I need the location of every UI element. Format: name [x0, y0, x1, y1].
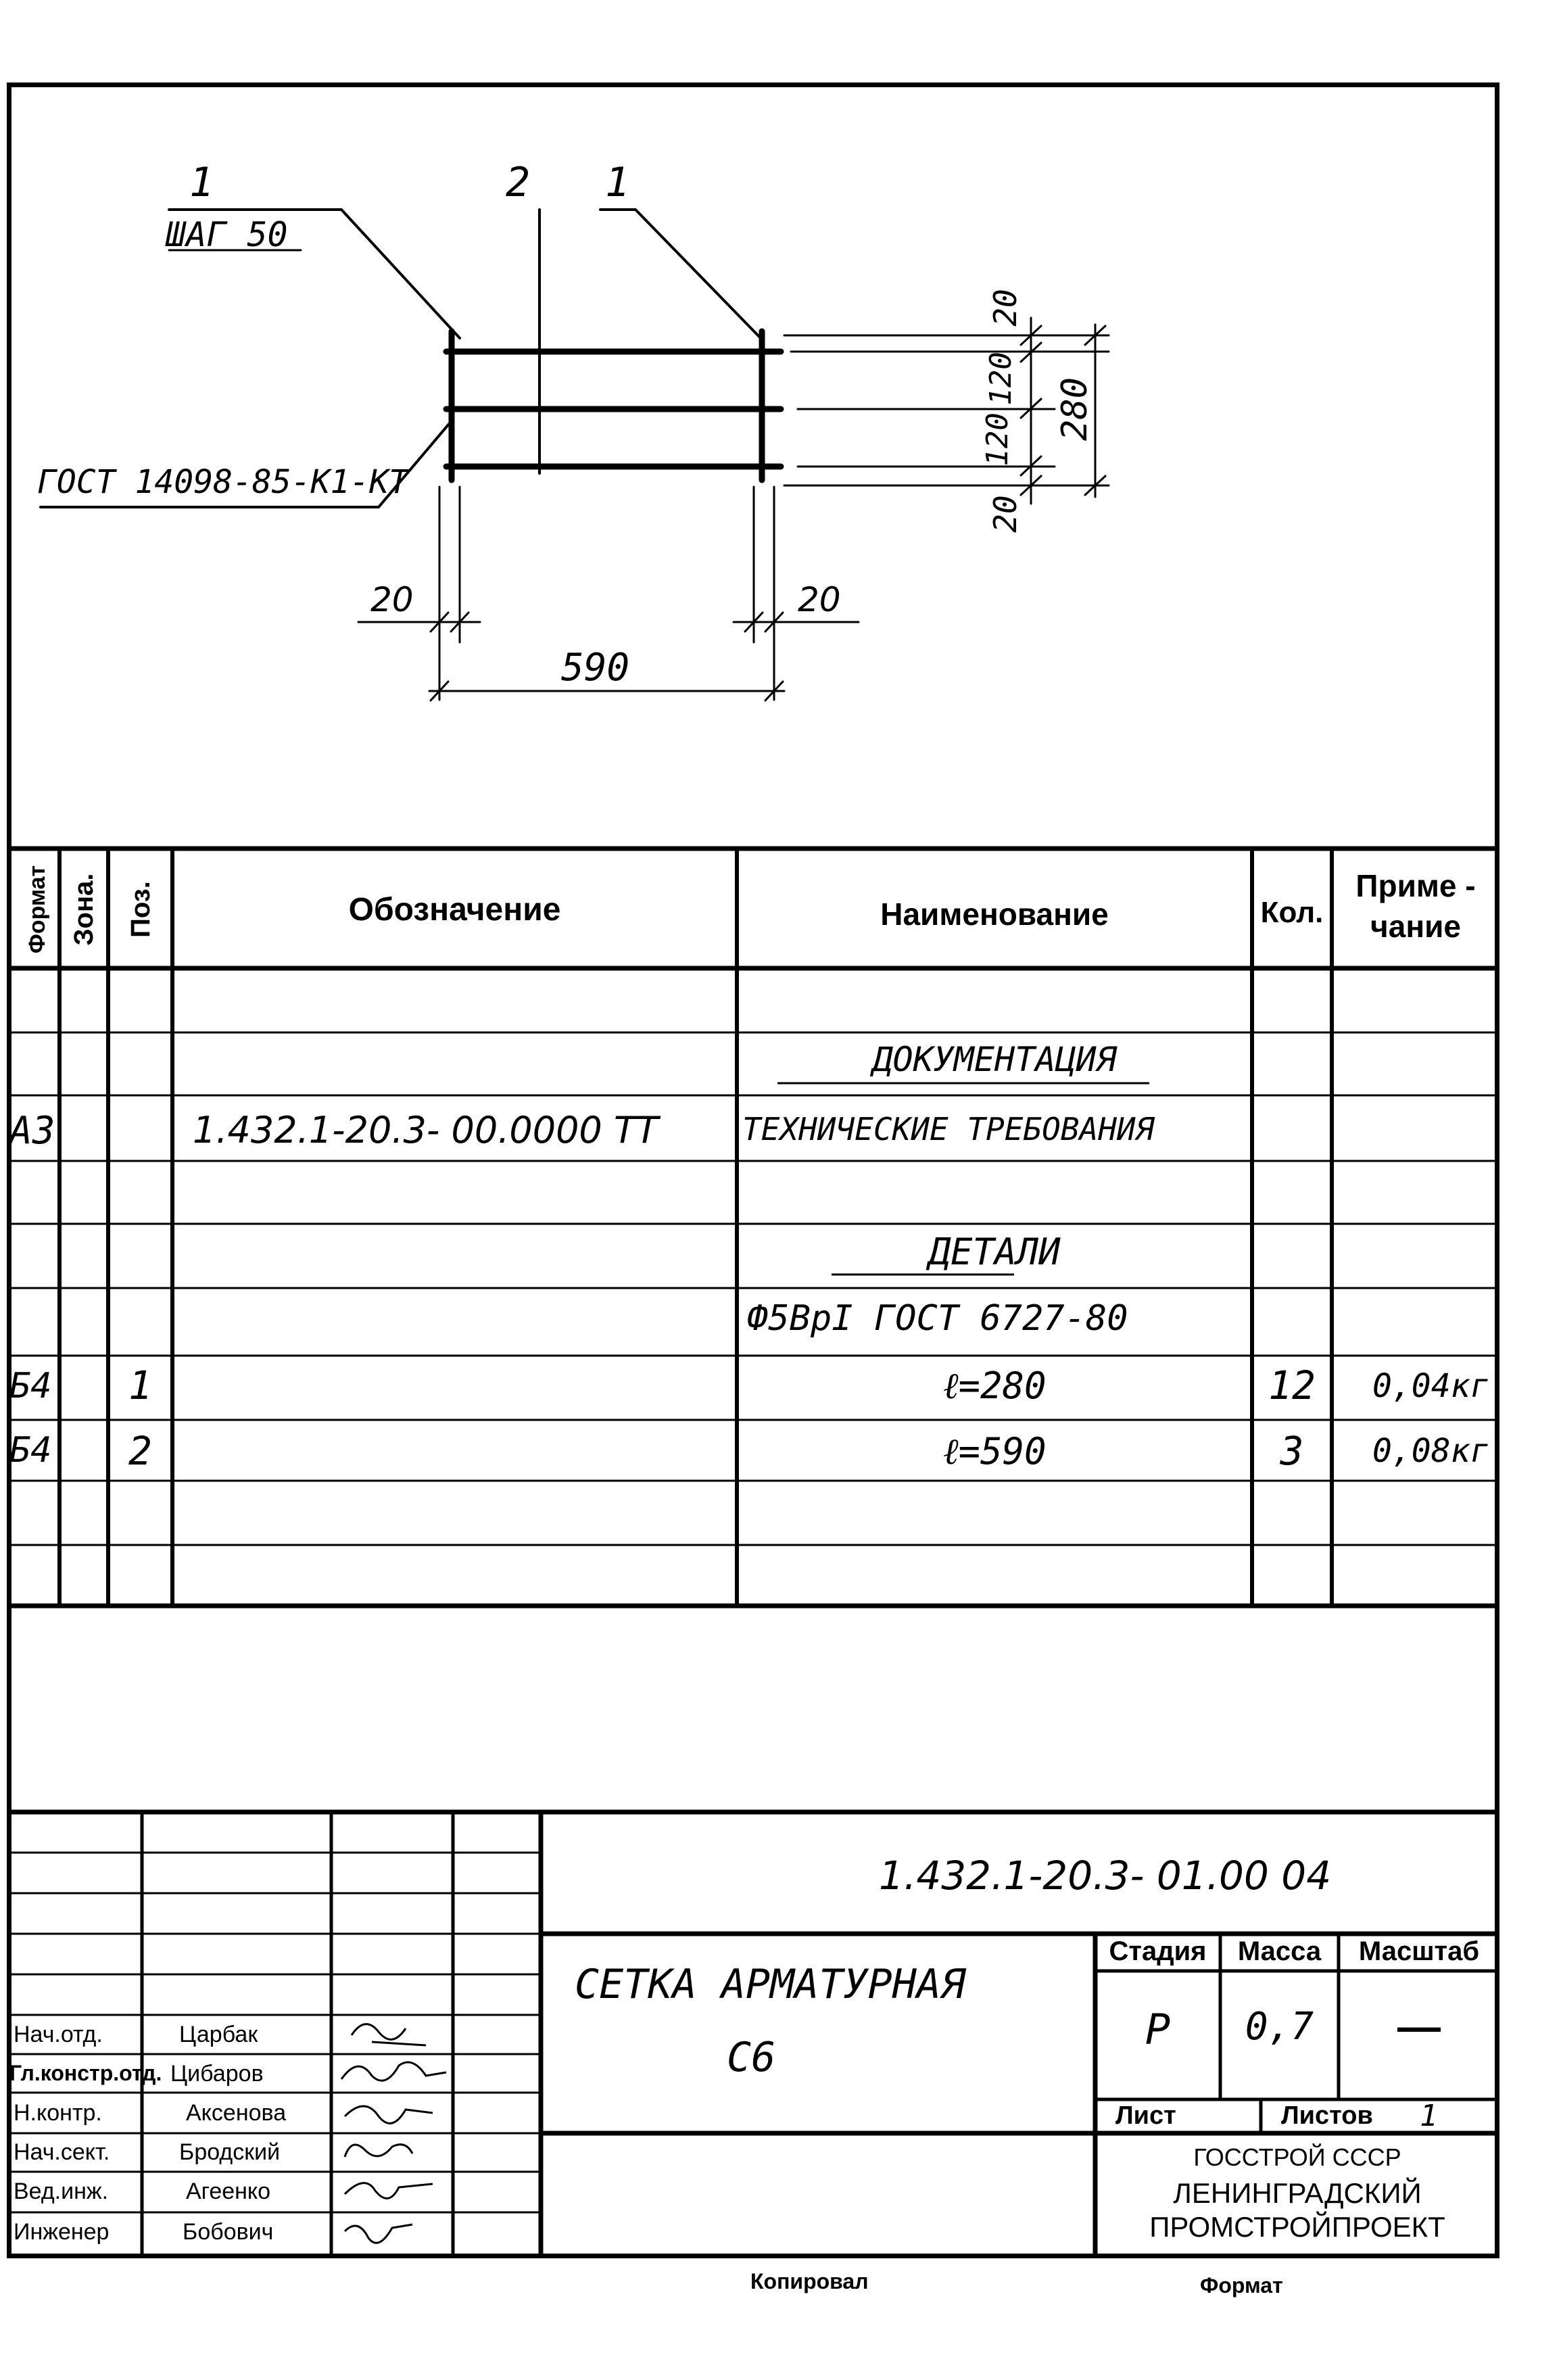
- row-1-quantity: 12: [1268, 1362, 1316, 1408]
- staff-role-6: Инженер: [14, 2219, 110, 2245]
- dim-label-280: 280: [1055, 377, 1095, 441]
- row-2-position: 2: [128, 1428, 152, 1474]
- material-spec: Ф5ВрI ГОСТ 6727-80: [747, 1298, 1128, 1339]
- dim-label-20-top: 20: [987, 289, 1024, 327]
- header-name: Наименование: [880, 897, 1109, 932]
- stage-label: Стадия: [1109, 1936, 1207, 1966]
- dim-label-20-left: 20: [370, 580, 414, 619]
- row-1-name: ℓ=280: [943, 1364, 1047, 1407]
- signature-3: [345, 2106, 433, 2123]
- footer-copied: Копировал: [750, 2269, 869, 2293]
- leader-label-2: 2: [506, 159, 531, 206]
- row-docs-name: ТЕХНИЧЕСКИЕ ТРЕБОВАНИЯ: [742, 1111, 1155, 1147]
- row-docs-format: А3: [9, 1109, 55, 1153]
- sheet-label: Лист: [1115, 2101, 1176, 2130]
- header-quantity: Кол.: [1260, 896, 1324, 929]
- mass-value: 0,7: [1245, 2005, 1314, 2049]
- org-line1: ГОССТРОЙ СССР: [1193, 2143, 1401, 2171]
- leader-label-1b: 1: [605, 159, 630, 206]
- dim-label-120-b: 120: [980, 412, 1015, 467]
- signatures: [331, 2015, 453, 2258]
- dim-label-20-right: 20: [798, 580, 841, 619]
- step-label: ШАГ 50: [166, 215, 288, 254]
- sheets-label: Листов: [1281, 2101, 1373, 2130]
- footer-format: Формат: [1200, 2273, 1283, 2298]
- header-format: Формат: [24, 865, 50, 954]
- org-line3: ПРОМСТРОЙПРОЕКТ: [1149, 2211, 1445, 2243]
- staff-role-2: Гл.констр.отд.: [9, 2061, 162, 2085]
- leader-label-1a: 1: [189, 159, 214, 206]
- mass-label: Масса: [1237, 1936, 1322, 1966]
- stage-value: Р: [1145, 2005, 1171, 2054]
- title-line1: СЕТКА АРМАТУРНАЯ: [575, 1961, 965, 2008]
- staff-name-1: Царбак: [179, 2022, 258, 2047]
- row-1-position: 1: [128, 1362, 152, 1408]
- staff-name-2: Цибаров: [170, 2061, 264, 2087]
- sheets-value: 1: [1420, 2099, 1438, 2133]
- scale-value: —: [1397, 2002, 1441, 2051]
- header-designation: Обозначение: [348, 892, 561, 928]
- signature-4: [345, 2145, 412, 2157]
- header-position: Поз.: [126, 881, 155, 938]
- staff-name-4: Бродский: [179, 2139, 281, 2165]
- signature-5: [345, 2183, 433, 2199]
- section-documentation: ДОКУМЕНТАЦИЯ: [872, 1040, 1117, 1079]
- title-line2: С6: [727, 2034, 776, 2081]
- staff-name-6: Бобович: [183, 2219, 274, 2245]
- row-2-format: Б4: [9, 1430, 52, 1471]
- scale-label: Масштаб: [1358, 1936, 1480, 1966]
- dim-label-20-bottom: 20: [987, 495, 1024, 533]
- staff-name-5: Агеенко: [186, 2179, 271, 2204]
- document-number: 1.432.1-20.3- 01.00 04: [879, 1853, 1332, 1899]
- staff-name-3: Аксенова: [186, 2100, 287, 2126]
- row-1-format: Б4: [9, 1366, 52, 1406]
- row-2-name: ℓ=590: [943, 1430, 1047, 1473]
- signature-6: [345, 2224, 412, 2243]
- row-docs-designation: 1.432.1-20.3- 00.0000 ТТ: [193, 1109, 658, 1151]
- dim-label-590: 590: [561, 646, 630, 690]
- section-parts: ДЕТАЛИ: [928, 1231, 1061, 1273]
- row-2-quantity: 3: [1280, 1428, 1304, 1474]
- org-line2: ЛЕНИНГРАДСКИЙ: [1173, 2177, 1422, 2209]
- staff-role-4: Нач.сект.: [14, 2139, 110, 2165]
- header-note-line1: Приме -: [1355, 868, 1476, 903]
- staff-role-5: Вед.инж.: [14, 2179, 109, 2204]
- signature-2: [341, 2062, 446, 2080]
- signature-1: [352, 2024, 426, 2045]
- row-2-note: 0,08кг: [1372, 1432, 1490, 1470]
- header-zone: Зона.: [69, 873, 99, 946]
- dim-label-120-a: 120: [984, 352, 1018, 406]
- row-1-note: 0,04кг: [1372, 1367, 1490, 1405]
- header-note-line2: чание: [1370, 909, 1461, 944]
- staff-role-3: Н.контр.: [14, 2100, 102, 2126]
- staff-role-1: Нач.отд.: [14, 2022, 103, 2047]
- gost-reference: ГОСТ 14098-85-К1-КТ: [37, 463, 409, 501]
